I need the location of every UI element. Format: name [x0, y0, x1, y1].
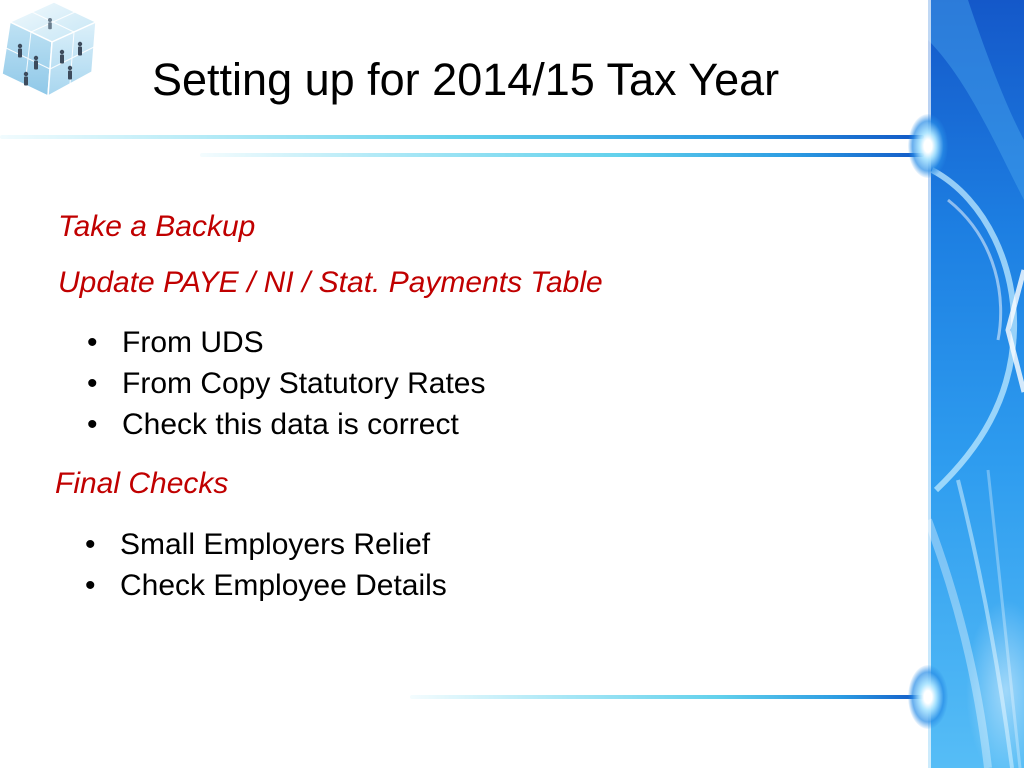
header-divider-line-upper [0, 135, 924, 139]
section-take-backup [55, 209, 655, 245]
glass-cube-people-icon [0, 0, 100, 100]
list-item [85, 568, 605, 604]
section-update-tables [55, 265, 655, 443]
list-item-text: Small Employers Relief [120, 528, 431, 561]
section-heading: Take a Backup [58, 210, 256, 243]
list-item [85, 527, 605, 563]
bullet-list [85, 527, 605, 604]
list-item-text: From UDS [122, 326, 264, 359]
bullet-dot: • [87, 408, 98, 441]
list-item [87, 407, 607, 443]
footer-divider-line [410, 695, 924, 699]
list-item [87, 325, 607, 361]
list-item-text: From Copy Statutory Rates [122, 367, 486, 400]
slide-title: Setting up for 2014/15 Tax Year [152, 54, 780, 105]
header-line-glow [908, 114, 948, 178]
bullet-dot: • [85, 569, 96, 602]
section-heading: Final Checks [55, 467, 229, 500]
list-item-text: Check this data is correct [122, 408, 459, 441]
bullet-dot: • [87, 326, 98, 359]
list-item [87, 366, 607, 402]
section-heading: Update PAYE / NI / Stat. Payments Table [58, 266, 603, 299]
list-item-text: Check Employee Details [120, 569, 447, 602]
section-final-checks [55, 466, 655, 604]
header-divider-line-lower [200, 153, 924, 157]
bullet-dot: • [85, 528, 96, 561]
decorative-side-panel [928, 0, 1024, 768]
bullet-list [87, 325, 607, 443]
bullet-dot: • [87, 367, 98, 400]
footer-line-glow [908, 665, 948, 729]
